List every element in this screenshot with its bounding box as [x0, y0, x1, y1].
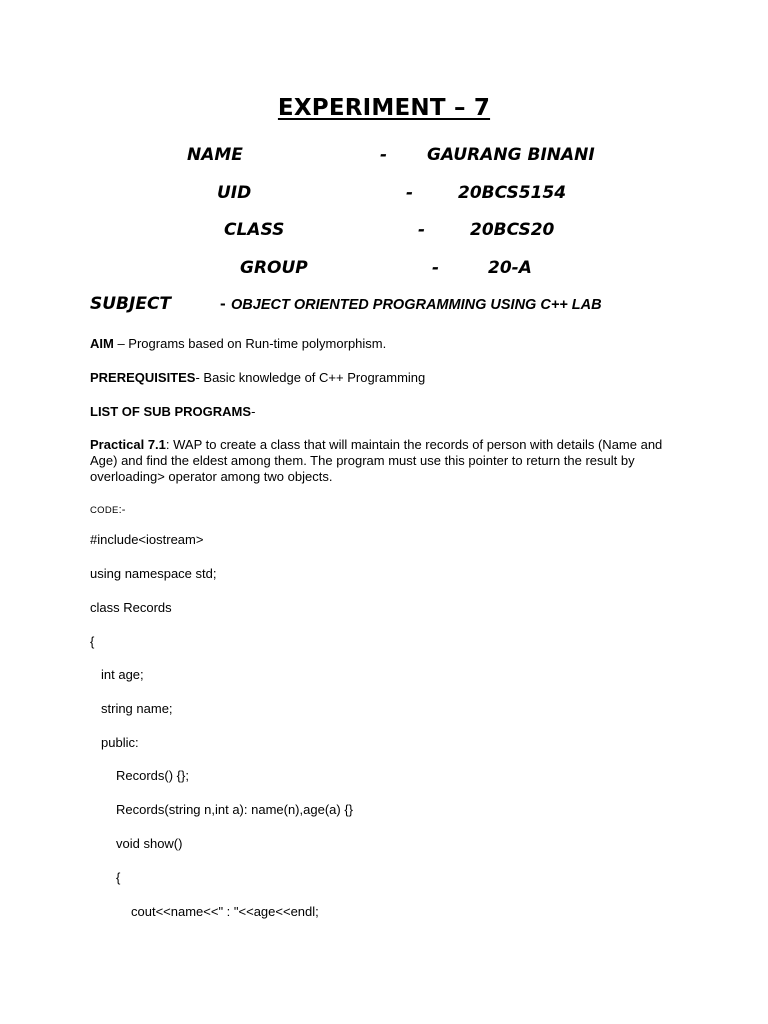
- sub-programs-label: LIST OF SUB PROGRAMS: [90, 404, 252, 419]
- group-dash: -: [432, 258, 440, 278]
- subject-value: OBJECT ORIENTED PROGRAMMING USING C++ LAB: [231, 297, 602, 313]
- aim-line: [90, 336, 386, 351]
- name-dash: -: [380, 145, 388, 165]
- code-line: Records(string n,int a): name(n),age(a) {}: [116, 802, 353, 817]
- prerequisites-label: PREREQUISITES: [90, 370, 196, 385]
- code-line: public:: [101, 735, 139, 750]
- title-text: EXPERIMENT – 7: [277, 95, 491, 121]
- aim-text: – Programs based on Run-time polymorphism.: [113, 336, 387, 351]
- sub-programs-heading: [90, 404, 255, 419]
- uid-label: UID: [217, 183, 252, 203]
- group-label: GROUP: [240, 258, 308, 278]
- code-line: {: [116, 870, 121, 885]
- prerequisites-text: - Basic knowledge of C++ Programming: [195, 370, 426, 385]
- name-label: NAME: [187, 145, 243, 165]
- prerequisites-line: [90, 370, 425, 385]
- name-value: GAURANG BINANI: [427, 145, 595, 165]
- page-title: [0, 95, 768, 121]
- subject-dash: -: [220, 294, 226, 313]
- class-dash: -: [418, 220, 426, 240]
- code-line: string name;: [101, 701, 173, 716]
- code-label: CODE: [90, 505, 119, 516]
- sub-programs-dash: -: [251, 404, 256, 419]
- code-line: cout<<name<<" : "<<age<<endl;: [131, 904, 319, 919]
- uid-value: 20BCS5154: [458, 183, 567, 203]
- code-line: int age;: [101, 667, 144, 682]
- class-value: 20BCS20: [470, 220, 555, 240]
- code-line: class Records: [90, 600, 172, 615]
- code-line: void show(): [116, 836, 183, 851]
- aim-label: AIM: [90, 336, 114, 351]
- uid-dash: -: [406, 183, 414, 203]
- code-heading: [90, 501, 125, 516]
- group-value: 20-A: [488, 258, 532, 278]
- practical-text: : WAP to create a class that will maintain the records of person with details (Name and Age) and find the eldest among them. The program must use this pointer to return the result by overloading> operator among two objects.: [90, 437, 663, 484]
- code-line: using namespace std;: [90, 566, 217, 581]
- code-label-suffix: :-: [118, 504, 126, 516]
- practical-paragraph: [90, 437, 680, 485]
- code-line: Records() {};: [116, 768, 189, 783]
- practical-label: Practical 7.1: [90, 437, 166, 452]
- code-line: #include<iostream>: [90, 532, 204, 547]
- code-line: {: [90, 634, 95, 649]
- class-label: CLASS: [224, 220, 285, 240]
- subject-label: SUBJECT: [90, 294, 172, 314]
